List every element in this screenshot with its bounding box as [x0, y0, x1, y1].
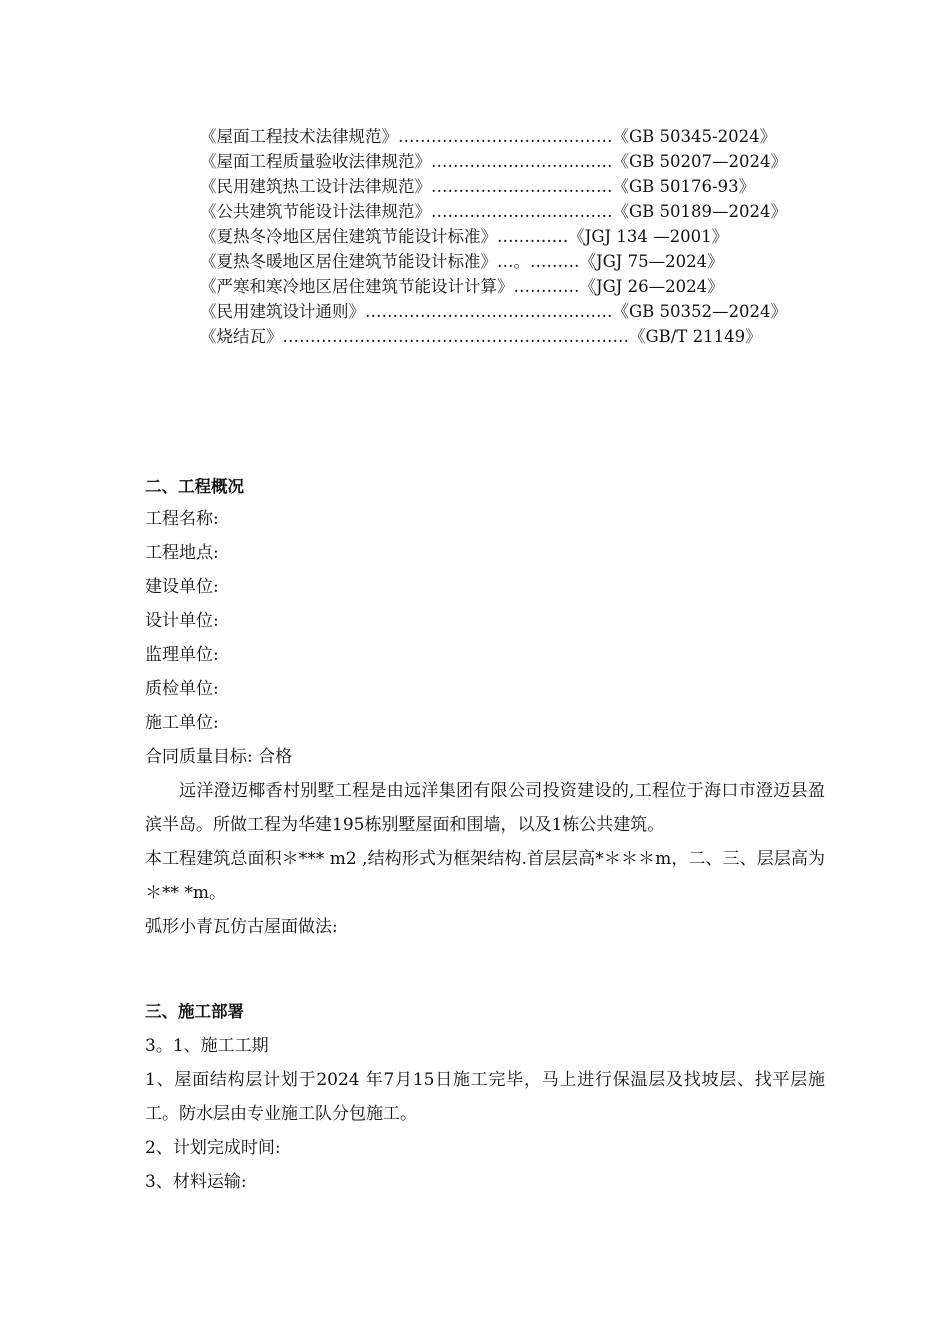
reference-item: 《严寒和寒冷地区居住建筑节能设计计算》…………《JGJ 26—2024》	[200, 277, 724, 296]
project-description-paragraph: 远洋澄迈椰香村别墅工程是由远洋集团有限公司投资建设的,工程位于海口市澄迈县盈滨半岛。所做工程为华建195栋别墅屋面和围墙，以及1栋公共建筑。	[145, 781, 825, 835]
section-heading: 二、工程概况	[145, 477, 244, 496]
field-owner-unit: 建设单位:	[145, 577, 219, 597]
reference-standards-list	[200, 124, 810, 349]
reference-item: 《烧结瓦》………………………………………………………《GB/T 21149》	[200, 327, 762, 346]
reference-item: 《屋面工程质量验收法律规范》……………………………《GB 50207—2024》	[200, 152, 788, 171]
section-construction-deployment	[145, 995, 825, 1199]
building-area-paragraph: 本工程建筑总面积＊*** m2 ,结构形式为框架结构.首层层高*＊＊＊m，二、三、层层高为＊** *m。	[145, 849, 825, 903]
field-quality-inspection-unit: 质检单位:	[145, 679, 219, 699]
field-supervision-unit: 监理单位:	[145, 645, 219, 665]
field-design-unit: 设计单位:	[145, 611, 219, 631]
reference-item: 《民用建筑热工设计法律规范》……………………………《GB 50176-93》	[200, 177, 756, 196]
reference-item: 《民用建筑设计通则》………………………………………《GB 50352—2024》	[200, 302, 788, 321]
section-project-overview	[145, 472, 825, 944]
field-project-name: 工程名称:	[145, 509, 219, 529]
reference-item: 《公共建筑节能设计法律规范》……………………………《GB 50189—2024》	[200, 202, 788, 221]
subsection-heading: 3。1、施工工期	[145, 1036, 269, 1056]
reference-item: 《夏热冬冷地区居住建筑节能设计标准》….………《JGJ 134 —2001》	[200, 227, 729, 246]
schedule-item-3: 3、材料运输:	[145, 1172, 247, 1192]
schedule-item-2: 2、计划完成时间:	[145, 1138, 281, 1158]
reference-item: 《屋面工程技术法律规范》…………………………………《GB 50345-2024》	[200, 127, 777, 146]
field-project-location: 工程地点:	[145, 543, 219, 563]
roof-method-line: 弧形小青瓦仿古屋面做法:	[145, 917, 338, 937]
field-construction-unit: 施工单位:	[145, 713, 219, 733]
field-quality-target: 合同质量目标: 合格	[145, 747, 293, 767]
section-heading: 三、施工部署	[145, 1002, 244, 1021]
schedule-item-1: 1、屋面结构层计划于2024 年7月15日施工完毕，马上进行保温层及找坡层、找平层施工。防水层由专业施工队分包施工。	[145, 1070, 825, 1124]
reference-item: 《夏热冬暖地区居住建筑节能设计标准》…。………《JGJ 75—2024》	[200, 252, 724, 271]
